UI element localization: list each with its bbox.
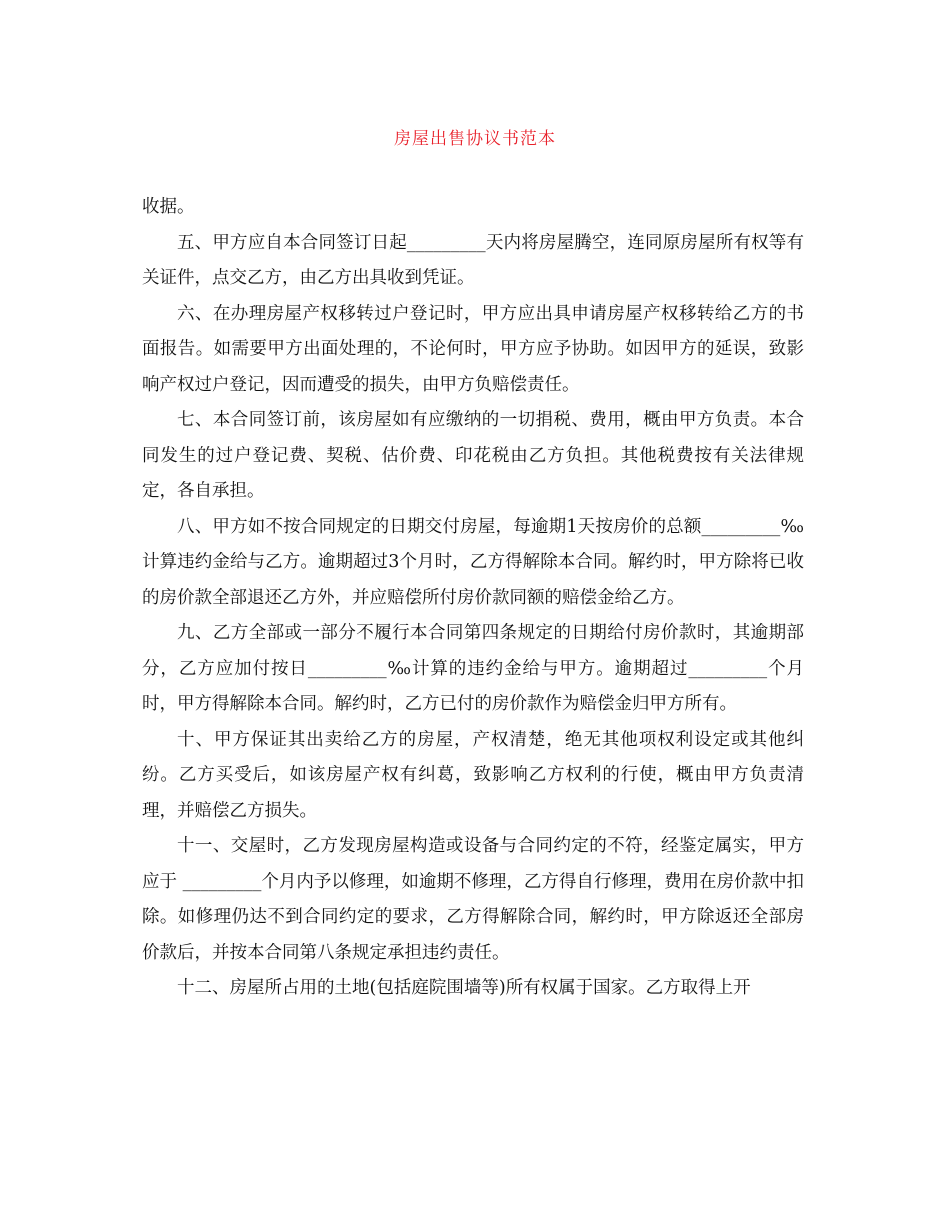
paragraph-clause-9: 九、乙方全部或一部分不履行本合同第四条规定的日期给付房价款时，其逾期部分，乙方应加付按日_________‰计算的违约金给与甲方。逾期超过_________个月时，甲方得解除本合同。解约时，乙方已付的房价款作为赔偿金归甲方所有。	[142, 623, 804, 714]
paragraph-clause-10: 十、甲方保证其出卖给乙方的房屋，产权清楚，绝无其他项权利设定或其他纠纷。乙方买受后，如该房屋产权有纠葛，致影响乙方权利的行使，概由甲方负责清理，并赔偿乙方损失。	[142, 729, 804, 821]
paragraph-clause-7: 七、本合同签订前，该房屋如有应缴纳的一切捐税、费用，概由甲方负责。本合同发生的过户登记费、契税、估价费、印花税由乙方负担。其他税费按有关法律规定，各自承担。	[142, 410, 804, 501]
paragraph-clause-6: 六、在办理房屋产权移转过户登记时，甲方应出具申请房屋产权移转给乙方的书面报告。如需要甲方出面处理的，不论何时，甲方应予协助。如因甲方的延误，致影响产权过户登记，因而遭受的损失，由甲方负赔偿责任。	[142, 303, 804, 395]
paragraph-continuation: 收据。	[142, 197, 195, 217]
paragraph-clause-5: 五、甲方应自本合同签订日起_________天内将房屋腾空，连同原房屋所有权等有关证件，点交乙方，由乙方出具收到凭证。	[142, 232, 804, 288]
paragraph-clause-11: 十一、交屋时，乙方发现房屋构造或设备与合同约定的不符，经鉴定属实，甲方应于 _________个月内予以修理，如逾期不修理，乙方得自行修理，费用在房价款中扣除。如修理仍达不到合同约定的要求，乙方得解除合同，解约时，甲方除返还全部房价款后，并按本合同第八条规定承担违约责任。	[142, 836, 804, 963]
document-title: 房屋出售协议书范本	[394, 129, 556, 149]
paragraph-clause-12: 十二、房屋所占用的土地(包括庭院围墙等)所有权属于国家。乙方取得上开	[177, 978, 751, 998]
paragraph-clause-8: 八、甲方如不按合同规定的日期交付房屋，每逾期1天按房价的总额_________‰计算违约金给与乙方。逾期超过3个月时，乙方得解除本合同。解约时，甲方除将已收的房价款全部退还乙方外，并应赔偿所付房价款同额的赔偿金给乙方。	[142, 516, 804, 608]
document-body	[142, 190, 804, 1007]
